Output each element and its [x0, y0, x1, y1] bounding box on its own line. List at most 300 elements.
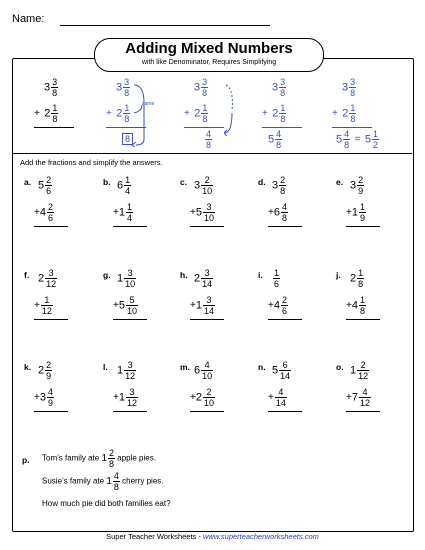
- problem-bottom-fraction-num: 4: [47, 387, 53, 397]
- problem-bottom-fraction-num: 5: [126, 295, 138, 306]
- problem-bottom-fraction: [359, 295, 366, 316]
- example-top-whole: 3: [272, 81, 279, 94]
- problem-top-whole: 3: [272, 179, 279, 192]
- problem-n: [258, 360, 328, 420]
- example-bottom-whole: 2: [342, 107, 349, 120]
- problem-bottom-whole: 1: [118, 206, 125, 219]
- problem-top-fraction-den: 8: [280, 186, 286, 196]
- problem-bottom-fraction: [275, 387, 287, 408]
- wp-line2-den: 8: [113, 482, 119, 492]
- wp-line2-post: cherry pies.: [122, 476, 164, 486]
- problem-top-whole: 2: [38, 364, 45, 377]
- answer-line: [346, 411, 380, 412]
- example5-answer-fraction-den: 8: [344, 140, 350, 150]
- example5-simplified-fraction: [372, 129, 379, 150]
- example-top-whole: 3: [194, 81, 201, 94]
- same-note: same: [142, 101, 155, 107]
- problem-label: o.: [336, 362, 344, 372]
- problem-top: [38, 360, 52, 381]
- example5-simplified-fraction-num: 1: [373, 129, 379, 139]
- page-subtitle: with like Denominator, Requires Simplifying: [141, 59, 277, 66]
- problem-top-fraction: [124, 360, 136, 381]
- plus-sign: +: [346, 207, 352, 218]
- problem-e: [336, 175, 406, 235]
- problem-top-fraction-num: 3: [124, 268, 136, 279]
- plus-sign: +: [113, 392, 119, 403]
- problem-m: [180, 360, 250, 420]
- problem-bottom-whole: 3: [39, 391, 46, 404]
- example-top-whole: 3: [44, 81, 51, 94]
- problem-bottom-fraction: [126, 202, 133, 223]
- problem-g: [103, 268, 173, 328]
- problem-bottom: [346, 387, 371, 408]
- answer-denominator-box: 8: [122, 133, 133, 145]
- example4-answer-fraction-num: 4: [276, 129, 282, 139]
- problem-label: f.: [24, 270, 30, 280]
- problem-top-whole: 3: [350, 179, 357, 192]
- example-top: [44, 77, 58, 98]
- problem-bottom-whole: 7: [351, 391, 358, 404]
- example-5: [332, 77, 407, 151]
- answer-line: [34, 226, 68, 227]
- problem-o: [336, 360, 406, 420]
- problem-label-p: p.: [22, 455, 30, 465]
- plus-sign: +: [346, 300, 352, 311]
- example-1: [34, 77, 109, 151]
- wp-line1-text: Tom’s family ate: [42, 453, 100, 463]
- problem-bottom: [190, 387, 215, 408]
- plus-sign: +: [268, 207, 274, 218]
- problem-bottom-fraction-num: 2: [203, 387, 215, 398]
- answer-bar: [262, 127, 302, 128]
- example3-answer-fraction-den: 8: [206, 140, 212, 150]
- problem-bottom-fraction: [41, 295, 53, 316]
- problem-bottom: [268, 202, 288, 223]
- divider: [13, 153, 412, 154]
- plus-sign: +: [190, 207, 196, 218]
- plus-sign: +: [106, 108, 112, 119]
- example5-answer-whole: 5: [336, 133, 343, 146]
- problem-bottom: [34, 387, 54, 408]
- problem-bottom: [113, 202, 133, 223]
- example4-answer-fraction: [275, 129, 282, 150]
- example-bottom: [34, 103, 58, 124]
- equals-sign: =: [354, 134, 361, 145]
- problem-bottom-whole: 1: [118, 391, 125, 404]
- problem-bottom-fraction-num: 1: [359, 295, 365, 305]
- problem-d: [258, 175, 328, 235]
- example5-answer-fraction: [343, 129, 350, 150]
- problem-bottom: [268, 387, 287, 408]
- answer-line: [190, 319, 224, 320]
- answer-line: [34, 319, 68, 320]
- problem-top-fraction: [279, 175, 286, 196]
- name-label: Name:: [12, 13, 45, 25]
- example-bottom-whole: 2: [44, 107, 51, 120]
- problem-bottom-fraction-den: 6: [47, 213, 53, 223]
- problem-top-whole: 1: [117, 364, 124, 377]
- problem-top-fraction-den: 10: [125, 279, 136, 289]
- problem-b: [103, 175, 173, 235]
- problem-a: [24, 175, 94, 235]
- example-top-fraction: [201, 77, 208, 98]
- problem-top-fraction-num: 2: [280, 175, 286, 185]
- problem-top-fraction-den: 6: [46, 186, 52, 196]
- example-bottom-fraction-den: 8: [124, 114, 130, 124]
- example4-answer-whole: 5: [268, 133, 275, 146]
- problem-top-whole: 1: [117, 272, 124, 285]
- footer-url[interactable]: www.superteacherworksheets.com: [202, 532, 319, 541]
- problem-top-whole: 3: [194, 179, 201, 192]
- answer-bar: [332, 127, 372, 128]
- arrow-curve-icon: [224, 83, 244, 139]
- example-bottom-fraction-den: 8: [52, 114, 58, 124]
- problem-f: [24, 268, 94, 328]
- problem-label: m.: [180, 362, 190, 372]
- problem-top-fraction-den: 12: [358, 371, 369, 381]
- problem-top-whole: 6: [117, 179, 124, 192]
- problem-bottom-whole: 5: [118, 299, 125, 312]
- example-top-fraction-num: 3: [350, 77, 356, 87]
- problem-top: [350, 360, 369, 381]
- problem-top-whole: 1: [350, 364, 357, 377]
- problem-top-fraction: [201, 360, 213, 381]
- problem-top-fraction-num: 2: [46, 175, 52, 185]
- plus-sign: +: [34, 108, 40, 119]
- example-bottom: [184, 103, 208, 124]
- problem-top-fraction-num: 2: [357, 360, 369, 371]
- problem-bottom-fraction: [281, 295, 288, 316]
- problem-bottom-fraction: [47, 202, 54, 223]
- problem-bottom-fraction-den: 9: [359, 213, 365, 223]
- problem-bottom-fraction-den: 10: [203, 398, 214, 408]
- problem-top-fraction-num: 3: [45, 268, 57, 279]
- footer-text: Super Teacher Worksheets -: [106, 532, 203, 541]
- problem-top-fraction: [124, 175, 131, 196]
- problem-top-fraction-num: 2: [201, 175, 213, 186]
- plus-sign: +: [34, 207, 40, 218]
- problem-l: [103, 360, 173, 420]
- wp-line2-whole: 1: [106, 476, 112, 487]
- problem-bottom-fraction-den: 8: [281, 213, 287, 223]
- plus-sign: +: [190, 300, 196, 311]
- problem-c: [180, 175, 250, 235]
- example-bottom: [106, 103, 130, 124]
- problem-top-fraction: [279, 360, 291, 381]
- problem-top-fraction: [201, 175, 213, 196]
- problem-bottom-fraction-den: 12: [126, 398, 137, 408]
- problem-top-whole: 2: [38, 272, 45, 285]
- problem-top-fraction: [357, 175, 364, 196]
- example-top-fraction-den: 8: [124, 88, 130, 98]
- plus-sign: +: [262, 108, 268, 119]
- problem-bottom-fraction-den: 14: [203, 306, 214, 316]
- problem-top: [350, 268, 364, 289]
- example-bottom: [332, 103, 356, 124]
- problem-bottom-fraction-num: 2: [47, 202, 53, 212]
- problem-top: [194, 268, 213, 289]
- example-top: [342, 77, 356, 98]
- problem-bottom-fraction-num: 3: [126, 387, 138, 398]
- problem-top-whole: 5: [38, 179, 45, 192]
- answer-line: [34, 411, 68, 412]
- problem-top-fraction: [273, 268, 280, 289]
- example-bottom-fraction: [349, 103, 356, 124]
- page-title: Adding Mixed Numbers: [125, 40, 293, 57]
- problem-top-fraction: [45, 360, 52, 381]
- example-bottom-fraction: [51, 103, 58, 124]
- example-top-fraction-den: 8: [350, 88, 356, 98]
- problem-label: d.: [258, 177, 266, 187]
- problem-bottom: [190, 295, 215, 316]
- problem-top: [117, 268, 136, 289]
- problem-label: b.: [103, 177, 111, 187]
- plus-sign: +: [113, 300, 119, 311]
- example-top-fraction-num: 3: [52, 77, 58, 87]
- problem-top: [350, 175, 364, 196]
- example-top-fraction-num: 3: [124, 77, 130, 87]
- problem-label: i.: [258, 270, 263, 280]
- problem-top: [272, 360, 291, 381]
- problem-top-fraction: [201, 268, 213, 289]
- problem-top: [272, 268, 280, 289]
- problem-top: [38, 175, 52, 196]
- example4-answer-fraction-den: 8: [276, 140, 282, 150]
- wp-line2-text: Susie’s family ate: [42, 476, 105, 486]
- answer-line: [113, 411, 147, 412]
- problem-top-fraction-den: 12: [125, 371, 136, 381]
- example-bottom-fraction-num: 1: [124, 103, 130, 113]
- name-line: [60, 25, 270, 26]
- problem-top: [194, 360, 213, 381]
- example4-answer: [268, 129, 282, 150]
- answer-line: [268, 411, 302, 412]
- problem-bottom-fraction-den: 10: [126, 306, 137, 316]
- problem-top-fraction-num: 1: [125, 175, 131, 185]
- answer-bar: [34, 127, 74, 128]
- example5-simplified-whole: 5: [364, 133, 372, 146]
- problem-bottom: [34, 202, 54, 223]
- answer-line: [346, 319, 380, 320]
- plus-sign: +: [346, 392, 352, 403]
- example-top-fraction-den: 8: [280, 88, 286, 98]
- problem-label: j.: [336, 270, 341, 280]
- problem-bottom: [346, 202, 366, 223]
- example-bottom-fraction-den: 8: [350, 114, 356, 124]
- problem-h: [180, 268, 250, 328]
- problem-bottom-whole: 1: [351, 206, 358, 219]
- problem-bottom-fraction-den: 14: [275, 398, 286, 408]
- answer-line: [113, 226, 147, 227]
- problem-top-fraction-den: 14: [280, 371, 291, 381]
- problem-top: [272, 175, 286, 196]
- word-problem-line-2: [42, 471, 164, 492]
- answer-line: [346, 226, 380, 227]
- problem-bottom-fraction-den: 12: [359, 398, 370, 408]
- example-top-fraction-num: 3: [202, 77, 208, 87]
- problem-bottom: [113, 295, 138, 316]
- problem-bottom-fraction-num: 1: [359, 202, 365, 212]
- problem-top-fraction: [45, 268, 57, 289]
- example3-answer-fraction-num: 4: [206, 129, 212, 139]
- problem-bottom-fraction-num: 4: [359, 387, 371, 398]
- problem-top: [38, 268, 57, 289]
- answer-line: [268, 226, 302, 227]
- plus-sign: +: [34, 392, 40, 403]
- problem-bottom-fraction: [359, 387, 371, 408]
- problem-top-fraction-den: 6: [274, 279, 280, 289]
- plus-sign: +: [184, 108, 190, 119]
- example-top-fraction-den: 8: [52, 88, 58, 98]
- problem-top-fraction-den: 8: [358, 279, 364, 289]
- problem-top-fraction: [45, 175, 52, 196]
- problem-top-fraction: [357, 268, 364, 289]
- problem-top-whole: 5: [272, 364, 279, 377]
- problem-bottom: [34, 295, 53, 316]
- answer-line: [113, 319, 147, 320]
- example-top-fraction: [279, 77, 286, 98]
- problem-bottom-fraction-num: 1: [41, 295, 53, 306]
- example3-answer-fraction: [205, 129, 212, 150]
- instructions: Add the fractions and simplify the answers.: [20, 158, 163, 167]
- example5-simplified-fraction-den: 2: [373, 140, 379, 150]
- problem-label: c.: [180, 177, 188, 187]
- problem-top-whole: 2: [194, 272, 201, 285]
- problem-top-fraction-num: 3: [201, 268, 213, 279]
- problem-bottom-fraction: [203, 295, 215, 316]
- wp-line1-den: 8: [109, 459, 115, 469]
- example-top-fraction-num: 3: [280, 77, 286, 87]
- example-bottom-whole: 2: [116, 107, 123, 120]
- problem-bottom-fraction: [47, 387, 54, 408]
- example-bottom: [262, 103, 286, 124]
- problem-bottom-fraction-num: 3: [203, 295, 215, 306]
- example-bottom-fraction: [279, 103, 286, 124]
- example3-answer: [204, 129, 212, 150]
- problem-label: k.: [24, 362, 32, 372]
- problem-top-fraction-den: 10: [202, 371, 213, 381]
- problem-bottom: [113, 387, 138, 408]
- example-top-whole: 3: [116, 81, 123, 94]
- wp-line1-fraction: [108, 448, 115, 469]
- answer-line: [268, 319, 302, 320]
- problem-top-fraction-num: 2: [358, 175, 364, 185]
- example-top: [116, 77, 130, 98]
- wp-line2-fraction: [113, 471, 120, 492]
- problem-top-fraction-num: 1: [358, 268, 364, 278]
- problem-bottom-fraction-den: 10: [203, 213, 214, 223]
- problem-top-fraction-den: 9: [358, 186, 364, 196]
- problem-bottom-fraction: [203, 202, 215, 223]
- word-problem-line-3: How much pie did both families eat?: [42, 499, 171, 508]
- problem-label: a.: [24, 177, 32, 187]
- example-bottom-fraction-num: 1: [52, 103, 58, 113]
- problem-top-fraction-num: 4: [201, 360, 213, 371]
- problem-label: g.: [103, 270, 111, 280]
- plus-sign: +: [34, 300, 40, 311]
- arrow-curve-icon: [130, 81, 154, 147]
- title-banner: [94, 38, 324, 72]
- example-bottom-fraction-num: 1: [202, 103, 208, 113]
- plus-sign: +: [113, 207, 119, 218]
- problem-top-fraction-num: 1: [274, 268, 280, 278]
- problem-k: [24, 360, 94, 420]
- problem-bottom-fraction: [359, 202, 366, 223]
- problem-i: [258, 268, 328, 328]
- problem-bottom-whole: 4: [39, 206, 46, 219]
- problem-bottom-fraction-num: 2: [281, 295, 287, 305]
- problem-top-fraction-num: 6: [279, 360, 291, 371]
- problem-top-fraction-den: 10: [202, 186, 213, 196]
- problem-bottom-fraction-den: 6: [281, 306, 287, 316]
- example-top-whole: 3: [342, 81, 349, 94]
- plus-sign: +: [190, 392, 196, 403]
- wp-line1-whole: 1: [101, 453, 107, 464]
- word-problem-line-1: [42, 448, 156, 469]
- problem-bottom-fraction: [126, 295, 138, 316]
- problem-label: n.: [258, 362, 266, 372]
- problem-label: h.: [180, 270, 188, 280]
- wp-line1-num: 2: [109, 448, 115, 458]
- example-2: [106, 77, 181, 151]
- example-bottom-whole: 2: [194, 107, 201, 120]
- problem-bottom-whole: 5: [195, 206, 202, 219]
- problem-label: e.: [336, 177, 344, 187]
- problem-top-fraction-den: 4: [125, 186, 131, 196]
- plus-sign: +: [268, 392, 274, 403]
- problem-bottom-whole: 4: [351, 299, 358, 312]
- example-bottom-fraction: [201, 103, 208, 124]
- problem-bottom-fraction-num: 3: [203, 202, 215, 213]
- problem-top-whole: 6: [194, 364, 201, 377]
- problem-bottom-fraction-den: 9: [47, 398, 53, 408]
- problem-top: [117, 175, 131, 196]
- example-top-fraction: [51, 77, 58, 98]
- problem-top-fraction: [124, 268, 136, 289]
- answer-bar: [184, 127, 224, 128]
- problem-bottom: [346, 295, 366, 316]
- problem-top-fraction-num: 3: [124, 360, 136, 371]
- answer-line: [190, 226, 224, 227]
- problem-top-fraction-den: 12: [46, 279, 57, 289]
- problem-bottom: [190, 202, 215, 223]
- problem-top-fraction-den: 9: [46, 371, 52, 381]
- example5-answer: [336, 129, 379, 150]
- problem-bottom-whole: 1: [195, 299, 202, 312]
- problem-bottom-fraction: [281, 202, 288, 223]
- problem-bottom-fraction: [203, 387, 215, 408]
- example5-answer-fraction-num: 4: [344, 129, 350, 139]
- problem-bottom-fraction-den: 12: [41, 306, 52, 316]
- problem-bottom-whole: 4: [273, 299, 280, 312]
- problem-j: [336, 268, 406, 328]
- example-top-fraction-den: 8: [202, 88, 208, 98]
- example-bottom-fraction-den: 8: [280, 114, 286, 124]
- problem-top: [194, 175, 213, 196]
- problem-bottom-whole: 6: [273, 206, 280, 219]
- example-top: [194, 77, 208, 98]
- problem-top: [117, 360, 136, 381]
- wp-line1-post: apple pies.: [117, 453, 156, 463]
- problem-top-whole: 2: [350, 272, 357, 285]
- problem-bottom-fraction: [126, 387, 138, 408]
- plus-sign: +: [332, 108, 338, 119]
- problem-label: l.: [103, 362, 108, 372]
- problem-bottom: [268, 295, 288, 316]
- problem-bottom-fraction-num: 4: [275, 387, 287, 398]
- plus-sign: +: [268, 300, 274, 311]
- problem-top-fraction-den: 14: [202, 279, 213, 289]
